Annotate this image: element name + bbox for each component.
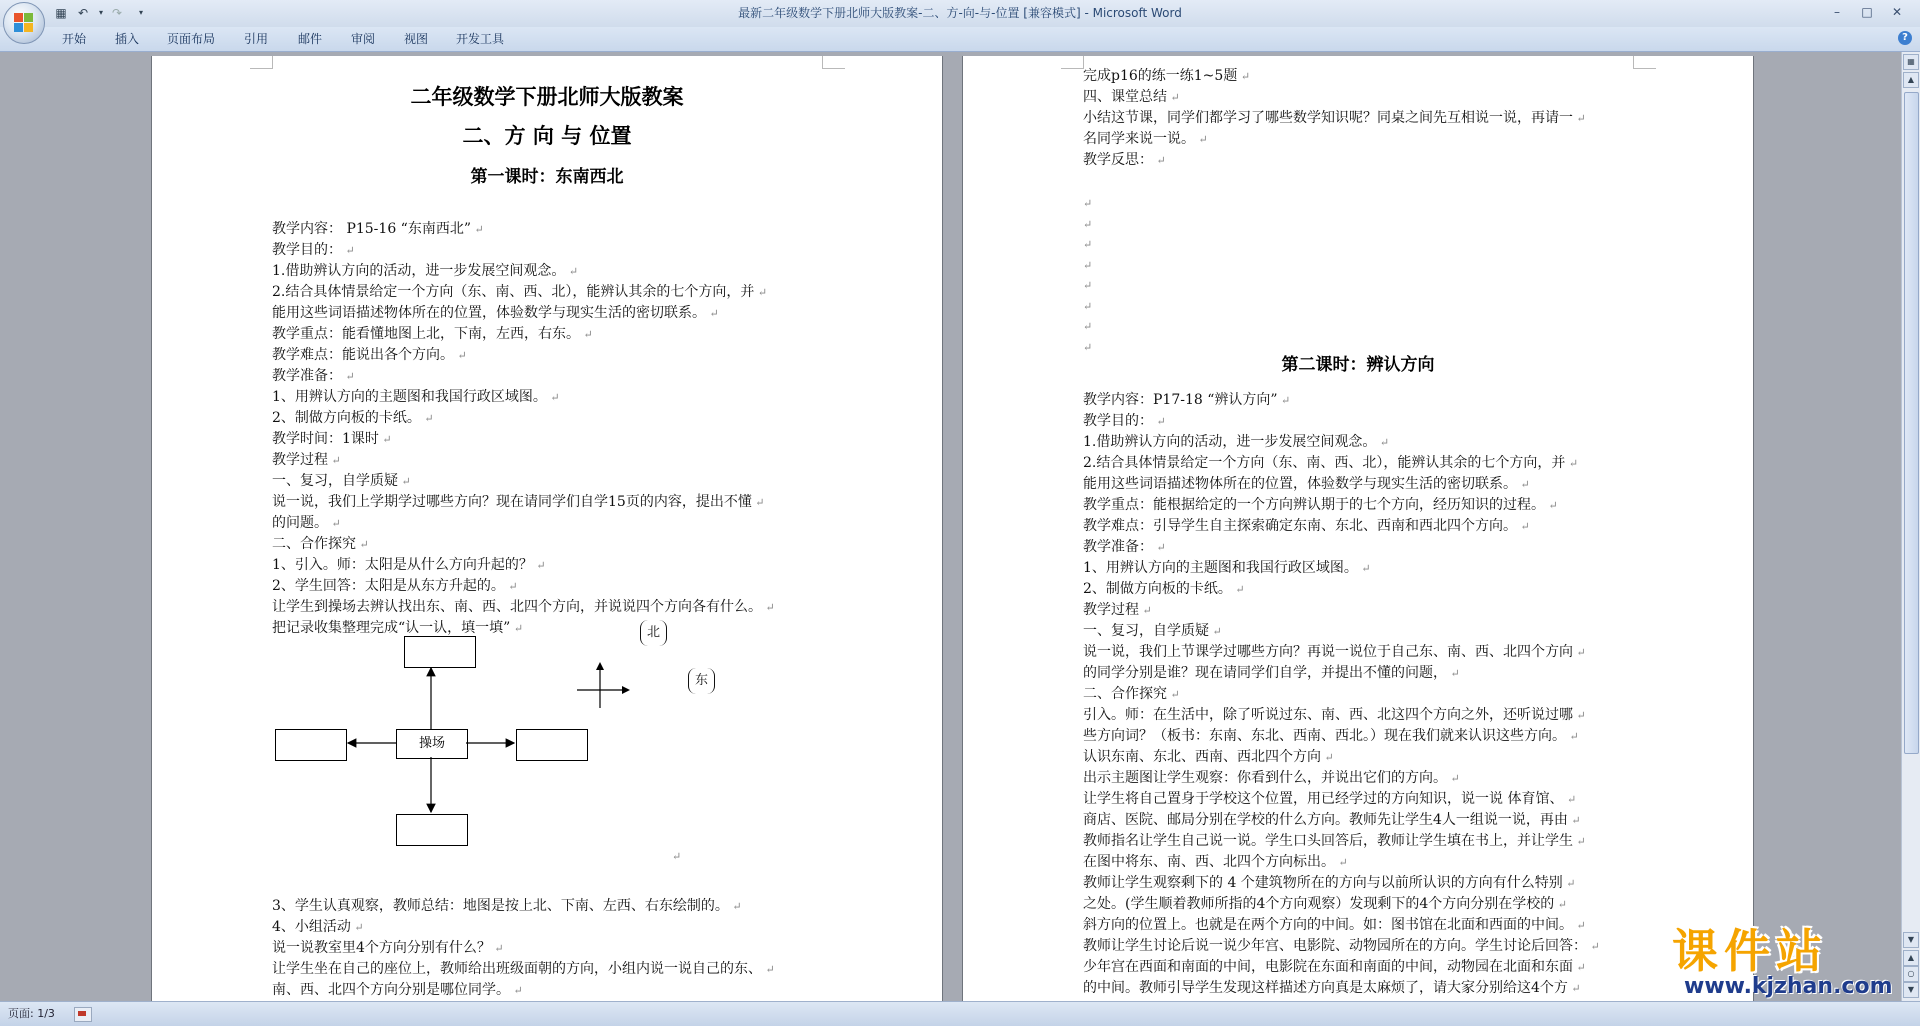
watermark-url: www.kjzhan.com — [1684, 974, 1893, 999]
paragraph-mark: ↵ — [1195, 133, 1208, 146]
paragraph-mark: ↵ — [1153, 154, 1166, 167]
text-line: 教学反思： ↵ — [1083, 152, 1166, 168]
text-line: 说一说教室里4个方向分别有什么？ ↵ — [272, 940, 504, 956]
text-line: 4、小组活动 ↵ — [272, 919, 364, 935]
compass-north-tip — [596, 662, 604, 670]
text-line: 教学时间：1课时 ↵ — [272, 431, 392, 447]
text-line: 在图中将东、南、西、北四个方向标出。 ↵ — [1083, 854, 1348, 870]
text-line: 让学生到操场去辨认找出东、南、西、北四个方向，并说说四个方向各有什么。 ↵ — [272, 599, 775, 615]
paragraph-mark: ↵ — [510, 984, 523, 997]
undo-dropdown-icon[interactable]: ▾ — [98, 8, 103, 17]
paragraph-mark: ↵ — [1567, 814, 1581, 827]
text-line: 能用这些词语描述物体所在的位置，体验数学与现实生活的密切联系。 ↵ — [1083, 476, 1530, 492]
ribbon-tabs — [0, 27, 1920, 52]
text-line: 些方向词？（板书：东南、东北、西南、西北。）现在我们就来认识这些方向。 ↵ — [1083, 728, 1579, 744]
text-line: 1.借助辨认方向的活动，进一步发展空间观念。 ↵ — [272, 263, 579, 279]
text-line: 1.借助辨认方向的活动，进一步发展空间观念。 ↵ — [1083, 434, 1390, 450]
paragraph-mark: ↵ — [356, 538, 369, 551]
paragraph-mark: ↵ — [1139, 604, 1152, 617]
text-line: 说一说，我们上学期学过哪些方向？现在请同学们自学15页的内容，提出不懂 ↵ — [272, 494, 765, 510]
paragraph-mark: ↵ — [1573, 919, 1586, 932]
paragraph-mark: ↵ — [1563, 793, 1577, 806]
paragraph-mark: ↵ — [1083, 279, 1093, 292]
diagram-arrows — [152, 56, 942, 1016]
paragraph-mark: ↵ — [762, 963, 775, 976]
paragraph-mark: ↵ — [1153, 541, 1166, 554]
margin-corner-mark — [1061, 56, 1084, 69]
select-browse-object-icon[interactable]: ○ — [1903, 966, 1919, 982]
paragraph-mark: ↵ — [546, 391, 560, 404]
vertical-scrollbar[interactable] — [1901, 52, 1920, 1001]
paragraph-mark: ↵ — [754, 286, 768, 299]
status-bar — [0, 1001, 1920, 1026]
paragraph-mark: ↵ — [328, 517, 341, 530]
paragraph-mark: ↵ — [1335, 856, 1348, 869]
undo-icon[interactable]: ↶ — [77, 6, 89, 20]
document-area — [0, 52, 1902, 1001]
tab-references[interactable]: 引用 — [244, 32, 269, 46]
diagram-box-center: 操场 — [396, 729, 468, 759]
text-line: 的中间。教师引导学生发现这样描述方向真是太麻烦了，请大家分别给这4个方 ↵ — [1083, 980, 1581, 996]
tab-page-layout[interactable]: 页面布局 — [167, 32, 216, 46]
text-line: 2、学生回答：太阳是从东方升起的。 ↵ — [272, 578, 518, 594]
redo-icon[interactable]: ↷ — [111, 6, 123, 20]
page-indicator[interactable]: 页面: 1/3 — [8, 1007, 55, 1020]
text-line: 教师指名让学生自己说一说。学生口头回答后，教师让学生填在书上，并让学生 ↵ — [1083, 833, 1586, 849]
paragraph-mark: ↵ — [1517, 478, 1530, 491]
text-line: 斜方向的位置上。也就是在两个方向的中间。如：图书馆在北面和西面的中间。 ↵ — [1083, 917, 1586, 933]
text-line: 2.结合具体情景给定一个方向（东、南、西、北），能辨认其余的七个方向，并 ↵ — [272, 284, 768, 300]
text-line: 把记录收集整理完成“认一认，填一填” ↵ — [272, 620, 524, 636]
text-line: 商店、医院、邮局分别在学校的什么方向。教师先让学生4人一组说一说，再由 ↵ — [1083, 812, 1581, 828]
text-line: 让学生坐在自己的座位上，教师给出班级面朝的方向，小组内说一说自己的东、 ↵ — [272, 961, 775, 977]
ruler-toggle-icon[interactable]: ▦ — [1903, 54, 1919, 70]
paragraph-mark: ↵ — [532, 559, 546, 572]
paragraph-mark: ↵ — [1567, 982, 1581, 995]
text-line: 1、引入。师：太阳是从什么方向升起的？ ↵ — [272, 557, 546, 573]
paragraph-mark: ↵ — [1277, 394, 1291, 407]
paragraph-mark: ↵ — [580, 328, 593, 341]
paragraph-mark: ↵ — [1573, 646, 1586, 659]
paragraph-mark: ↵ — [1587, 940, 1600, 953]
paragraph-mark: ↵ — [1083, 320, 1093, 333]
paragraph-mark: ↵ — [1231, 583, 1245, 596]
text-line: 教学准备： ↵ — [272, 368, 355, 384]
paragraph-mark: ↵ — [1153, 415, 1166, 428]
office-logo-icon — [14, 13, 34, 33]
previous-page-icon[interactable]: ▲ — [1903, 950, 1919, 966]
paragraph-mark: ↵ — [1573, 709, 1586, 722]
text-line: 1、用辨认方向的主题图和我国行政区域图。 ↵ — [272, 389, 560, 405]
title-bar — [0, 0, 1920, 28]
paragraph-mark: ↵ — [420, 412, 434, 425]
paragraph-mark: ↵ — [1566, 730, 1579, 743]
text-line: 教师让学生观察剩下的 4 个建筑物所在的方向与以前所认识的方向有什么特别 ↵ — [1083, 875, 1576, 891]
paragraph-mark: ↵ — [1447, 667, 1460, 680]
paragraph-mark: ↵ — [1376, 436, 1390, 449]
compass-east-tip — [622, 686, 630, 694]
lesson-2-title: 第二课时：辨认方向 — [1281, 355, 1435, 375]
paragraph-mark: ↵ — [1321, 751, 1334, 764]
paragraph-mark: ↵ — [1562, 877, 1576, 890]
maximize-icon[interactable]: □ — [1861, 5, 1873, 19]
text-line: 名同学来说一说。 ↵ — [1083, 131, 1208, 147]
paragraph-mark: ↵ — [1517, 520, 1530, 533]
text-line: 教学目的： ↵ — [1083, 413, 1166, 429]
paragraph-mark: ↵ — [706, 307, 719, 320]
text-line: 南、西、北四个方向分别是哪位同学。 ↵ — [272, 982, 523, 998]
lesson-title: 第一课时：东南西北 — [470, 167, 624, 187]
tab-view[interactable]: 视图 — [404, 32, 429, 46]
text-line: 教学内容：P17-18 “辨认方向” ↵ — [1083, 392, 1291, 408]
text-line: 2、制做方向板的卡纸。 ↵ — [1083, 581, 1245, 597]
paragraph-mark: ↵ — [350, 921, 364, 934]
customize-toolbar-icon[interactable]: ▾ — [138, 8, 143, 17]
text-line: 少年宫在西面和南面的中间，电影院在东面和南面的中间，动物园在北面和东面 ↵ — [1083, 959, 1586, 975]
paragraph-mark: ↵ — [1167, 91, 1180, 104]
paragraph-mark: ↵ — [490, 942, 504, 955]
text-line: 四、课堂总结 ↵ — [1083, 89, 1180, 105]
text-line: 完成p16的练一练1~5题 ↵ — [1083, 68, 1251, 84]
margin-corner-mark — [1633, 56, 1656, 69]
document-title: 二年级数学下册北师大版教案 — [410, 84, 684, 109]
tab-insert[interactable]: 插入 — [115, 32, 140, 46]
text-line: 3、学生认真观察，教师总结：地图是按上北、下南、左西、右东绘制的。 ↵ — [272, 898, 742, 914]
paragraph-mark: ↵ — [1573, 112, 1586, 125]
text-line: 说一说，我们上节课学过哪些方向？再说一说位于自己东、南、西、北四个方向 ↵ — [1083, 644, 1586, 660]
text-line: 之处。(学生顺着教师所指的4个方向观察）发现剩下的4个方向分别在学校的 ↵ — [1083, 896, 1567, 912]
east-label: 东 — [688, 668, 715, 694]
paragraph-mark: ↵ — [1573, 835, 1586, 848]
paragraph-mark: ↵ — [1083, 238, 1093, 251]
paragraph-mark: ↵ — [762, 601, 775, 614]
paragraph-mark: ↵ — [1447, 772, 1460, 785]
paragraph-mark: ↵ — [1083, 299, 1093, 313]
scroll-down-icon[interactable]: ▼ — [1903, 932, 1919, 948]
text-line: 二、合作探究 ↵ — [272, 536, 369, 552]
text-line: 教师让学生讨论后说一说少年宫、电影院、动物园所在的方向。学生讨论后回答： ↵ — [1083, 938, 1600, 954]
text-line: 1、用辨认方向的主题图和我国行政区域图。 ↵ — [1083, 560, 1371, 576]
paragraph-mark: ↵ — [1083, 197, 1093, 210]
paragraph-mark: ↵ — [342, 244, 355, 257]
paragraph-mark: ↵ — [342, 370, 355, 383]
page-2[interactable] — [963, 56, 1753, 1016]
paragraph-mark: ↵ — [1083, 340, 1093, 354]
paragraph-mark: ↵ — [1167, 688, 1180, 701]
text-line: 出示主题图让学生观察：你看到什么，并说出它们的方向。 ↵ — [1083, 770, 1460, 786]
text-line: 教学准备： ↵ — [1083, 539, 1166, 555]
text-line: 教学难点：能说出各个方向。 ↵ — [272, 347, 467, 363]
tab-mailings[interactable]: 邮件 — [298, 32, 323, 46]
paragraph-mark: ↵ — [1083, 258, 1093, 272]
close-icon[interactable]: ✕ — [1891, 5, 1903, 19]
paragraph-mark: ↵ — [1083, 217, 1093, 231]
text-line: 引入。师：在生活中，除了听说过东、南、西、北这四个方向之外，还听说过哪 ↵ — [1083, 707, 1586, 723]
tab-developer[interactable]: 开发工具 — [456, 32, 505, 46]
text-line: 的问题。 ↵ — [272, 515, 341, 531]
paragraph-mark: ↵ — [1545, 499, 1558, 512]
text-line: 能用这些词语描述物体所在的位置，体验数学与现实生活的密切联系。 ↵ — [272, 305, 719, 321]
proofing-icon[interactable] — [74, 1007, 92, 1022]
save-icon[interactable]: ▦ — [55, 6, 67, 20]
text-line: 教学难点：引导学生自主探索确定东南、东北、西南和西北四个方向。 ↵ — [1083, 518, 1530, 534]
paragraph-mark: ↵ — [1554, 898, 1567, 911]
text-line: 2.结合具体情景给定一个方向（东、南、西、北），能辨认其余的七个方向，并 ↵ — [1083, 455, 1579, 471]
text-line: 教学重点：能根据给定的一个方向辨认期于的七个方向，经历知识的过程。 ↵ — [1083, 497, 1558, 513]
text-line: 2、制做方向板的卡纸。 ↵ — [272, 410, 434, 426]
text-line: 二、合作探究 ↵ — [1083, 686, 1180, 702]
paragraph-mark: ↵ — [1573, 961, 1586, 974]
office-button[interactable] — [3, 2, 45, 44]
paragraph-mark: ↵ — [1209, 625, 1222, 638]
text-line: 教学重点：能看懂地图上北，下南，左西，右东。 ↵ — [272, 326, 593, 342]
window-controls — [1824, 3, 1914, 23]
scroll-up-icon[interactable]: ▲ — [1903, 72, 1919, 88]
tab-home[interactable]: 开始 — [62, 32, 87, 46]
tab-review[interactable]: 审阅 — [351, 32, 376, 46]
text-line: 小结这节课，同学们都学习了哪些数学知识呢？同桌之间先互相说一说，再请一 ↵ — [1083, 110, 1586, 126]
text-line: 的同学分别是谁？现在请同学们自学，并提出不懂的问题， ↵ — [1083, 665, 1460, 681]
north-label: 北 — [640, 620, 667, 646]
text-line: 教学过程 ↵ — [272, 452, 341, 468]
text-line: 一、复习，自学质疑 ↵ — [1083, 623, 1222, 639]
text-line: 教学内容： P15-16 “东南西北” ↵ — [272, 221, 484, 237]
scroll-thumb[interactable] — [1904, 92, 1919, 754]
page-1[interactable] — [152, 56, 942, 1016]
paragraph-mark: ↵ — [1565, 457, 1579, 470]
next-page-icon[interactable]: ▼ — [1903, 982, 1919, 998]
minimize-icon[interactable]: – — [1834, 5, 1840, 19]
paragraph-mark: ↵ — [454, 349, 467, 362]
paragraph-mark: ↵ — [471, 223, 484, 236]
paragraph-mark: ↵ — [378, 433, 392, 446]
text-line: 一、复习，自学质疑 ↵ — [272, 473, 411, 489]
text-line: 教学目的： ↵ — [272, 242, 355, 258]
watermark-logo: 课件站 — [1672, 924, 1828, 978]
paragraph-mark: ↵ — [510, 622, 524, 635]
help-icon[interactable]: ? — [1898, 31, 1912, 45]
paragraph-mark: ↵ — [565, 265, 579, 278]
paragraph-mark: ↵ — [328, 454, 341, 467]
paragraph-mark: ↵ — [1237, 70, 1251, 83]
text-line: 教学过程 ↵ — [1083, 602, 1152, 618]
paragraph-mark: ↵ — [398, 475, 411, 488]
text-line: 让学生将自己置身于学校这个位置，用已经学过的方向知识，说一说 体育馆、 ↵ — [1083, 791, 1577, 807]
paragraph-mark: ↵ — [672, 850, 682, 863]
paragraph-mark: ↵ — [728, 900, 742, 913]
paragraph-mark: ↵ — [751, 496, 765, 509]
chapter-title: 二、方 向 与 位置 — [462, 123, 632, 148]
paragraph-mark: ↵ — [504, 580, 518, 593]
window-title: 最新二年级数学下册北师大版教案-二、方-向-与-位置 [兼容模式] - Microsoft Word — [738, 6, 1182, 20]
paragraph-mark: ↵ — [1357, 562, 1371, 575]
text-line: 认识东南、东北、西南、西北四个方向 ↵ — [1083, 749, 1334, 765]
